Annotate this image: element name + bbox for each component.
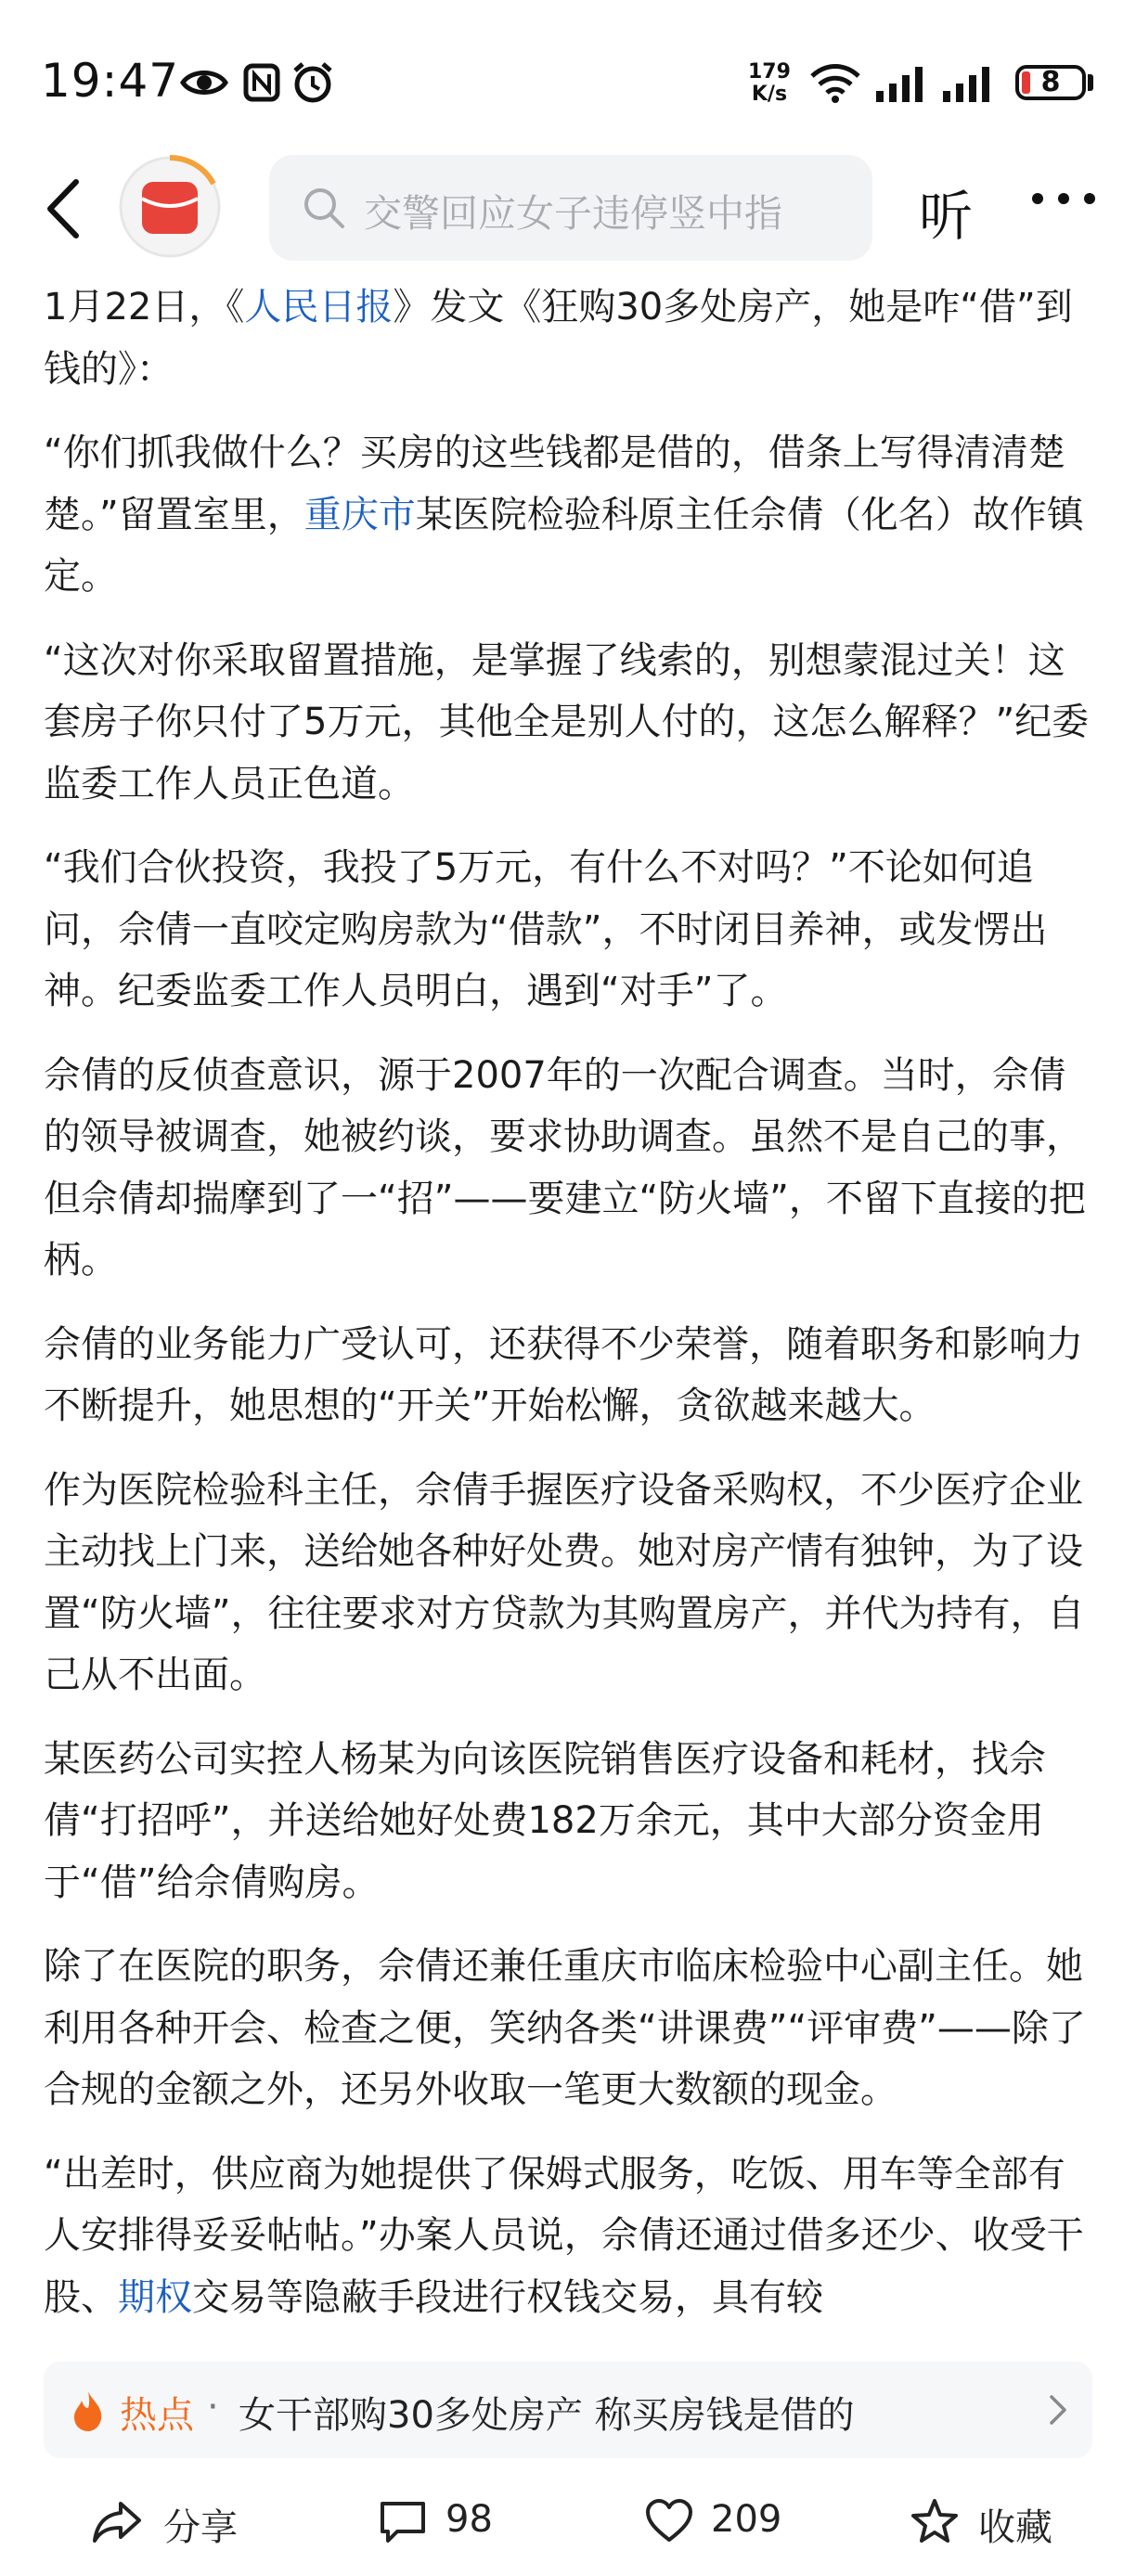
like-icon (644, 2498, 694, 2544)
bottom-action-bar (0, 2470, 1136, 2576)
favorite-label: 收藏 (978, 2506, 1052, 2549)
hot-separator: · (207, 2386, 219, 2428)
search-input[interactable] (269, 155, 872, 261)
article-paragraph (44, 1045, 1098, 1292)
article-paragraph (44, 422, 1098, 608)
battery-level: 8 (1040, 66, 1061, 98)
paragraph-text: 佘倩的反侦查意识，源于2007年的一次配合调查。当时，佘倩的领导被调查，她被约谈，要求协助调查。虽然不是自己的事，但佘倩却揣摩到了一“招”——要建立“防火墙”，不留下直接的把柄。 (44, 1053, 1086, 1282)
paragraph-text: “我们合伙投资，我投了5万元，有什么不对吗？”不论如何追问，佘倩一直咬定购房款为“借款”，不时闭目养神，或发愣出神。纪委监委工作人员明白，遇到“对手”了。 (44, 846, 1048, 1012)
hot-label: 热点 (120, 2394, 194, 2437)
chevron-right-icon (1046, 2393, 1068, 2427)
paragraph-text: 除了在医院的职务，佘倩还兼任重庆市临床检验中心副主任。她利用各种开会、检查之便，笑纳各类“讲课费”“评审费”——除了合规的金额之外，还另外收取一笔更大数额的现金。 (44, 1945, 1086, 2111)
inline-link[interactable]: 期权 (118, 2275, 192, 2319)
star-icon (910, 2498, 960, 2544)
article-paragraph (44, 1314, 1098, 1437)
inline-link[interactable]: 重庆市 (303, 493, 416, 536)
listen-button[interactable]: 听 (919, 185, 974, 248)
battery-icon (1015, 65, 1086, 100)
article-paragraph (44, 1936, 1098, 2121)
article-paragraph (44, 277, 1098, 400)
net-speed (748, 61, 791, 106)
search-placeholder: 交警回应女子违停竖中指 (364, 191, 782, 236)
paragraph-text: 作为医院检验科主任，佘倩手握医疗设备采购权，不少医疗企业主动找上门来，送给她各种好处费。她对房产情有独钟，为了设置“防火墙”，往往要求对方贷款为其购置房产，并代为持有，自己从不出面。 (44, 1468, 1085, 1696)
wifi-icon (809, 63, 861, 104)
paragraph-text: “这次对你采取留置措施，是掌握了线索的，别想蒙混过关！这套房子你只付了5万元，其他全是别人付的，这怎么解释？”纪委监委工作人员正色道。 (44, 638, 1090, 805)
share-button[interactable] (91, 2498, 258, 2549)
signal-icon (876, 65, 932, 102)
avatar[interactable] (117, 154, 223, 260)
status-time: 19:47 (41, 54, 180, 108)
hot-topic-title: 女干部购30多处房产 称买房钱是借的 (239, 2394, 855, 2437)
paragraph-text: 某医药公司实控人杨某为向该医院销售医疗设备和耗材，找佘倩“打招呼”，并送给她好处费182万余元，其中大部分资金用于“借”给佘倩购房。 (44, 1737, 1046, 1904)
paragraph-text: 1月22日，《 (44, 286, 245, 328)
comment-icon (379, 2498, 427, 2544)
like-button[interactable] (644, 2498, 802, 2544)
favorite-button[interactable] (910, 2498, 1067, 2549)
paragraph-text: 》发文《狂购30多处房产，她是咋“借”到钱的》： (44, 286, 1073, 391)
alarm-icon (291, 61, 334, 104)
more-icon[interactable] (1032, 193, 1106, 212)
paragraph-text: 某医院检验科原主任佘倩（化名）故作镇定。 (44, 493, 1084, 598)
paragraph-text: 交易等隐蔽手段进行权钱交易，具有较 (192, 2275, 823, 2319)
back-icon[interactable] (41, 176, 87, 241)
article-paragraph (44, 1729, 1098, 1914)
fire-icon (71, 2389, 105, 2432)
inline-link[interactable]: 人民日报 (244, 286, 394, 328)
top-nav (0, 148, 1136, 269)
search-icon (303, 187, 345, 229)
share-icon (91, 2498, 143, 2544)
battery-tip (1088, 74, 1093, 91)
article-paragraph (44, 630, 1098, 816)
article-paragraph (44, 837, 1098, 1023)
article-paragraph (44, 2144, 1098, 2329)
paragraph-text: “出差时，供应商为她提供了保姆式服务，吃饭、用车等全部有人安排得妥妥帖帖。”办案人员说，佘倩还通过借多还少、收受干股、 (44, 2152, 1084, 2319)
nfc-icon (243, 63, 280, 102)
eye-icon (180, 67, 228, 98)
net-speed-value: 179 (748, 60, 791, 84)
comment-count: 98 (445, 2498, 493, 2541)
like-count: 209 (711, 2498, 782, 2541)
signal-icon-2 (943, 65, 999, 102)
paragraph-text: “你们抓我做什么？买房的这些钱都是借的，借条上写得清清楚楚。”留置室里， (44, 431, 1065, 536)
net-speed-unit: K/s (751, 83, 788, 106)
status-bar (0, 0, 1136, 139)
article-paragraph (44, 1460, 1098, 1707)
comment-button[interactable] (379, 2498, 518, 2544)
paragraph-text: 佘倩的业务能力广受认可，还获得不少荣誉，随着职务和影响力不断提升，她思想的“开关”开始松懈，贪欲越来越大。 (44, 1322, 1083, 1427)
share-label: 分享 (163, 2506, 238, 2549)
hot-topic-bar[interactable] (44, 2362, 1092, 2458)
article-body (44, 277, 1098, 2351)
